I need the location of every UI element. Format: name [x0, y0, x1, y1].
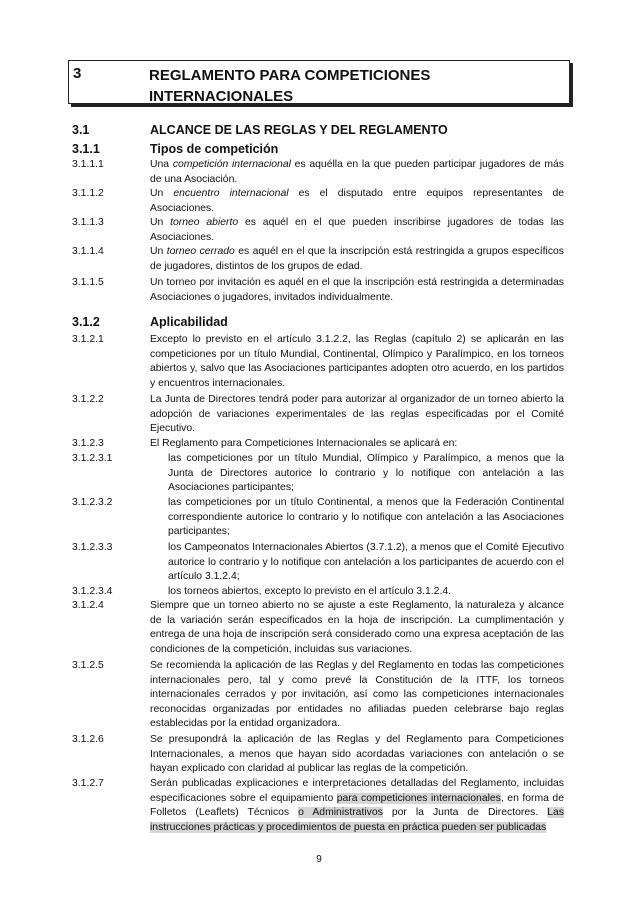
clause-3-1-2-3-2: [72, 496, 564, 540]
clause-text: Siempre que un torneo abierto no se ajuste a este Reglamento, la naturaleza y alcance de la variación serán especificados en la hoja de inscripción. La cumplimentación y entrega de una hoja de inscripción será considerado como una expresa aceptación de las condiciones de la competición, incluidas sus variaciones.: [150, 600, 564, 655]
highlighted-text: Las instrucciones prácticas y procedimientos de puesta en práctica pueden ser publicadas: [150, 807, 564, 833]
clause-text: La Junta de Directores tendrá poder para autorizar al organizador de un torneo abierto la adopción de variaciones experimentales de las reglas especificadas por el Comité Ejecutivo.: [150, 394, 564, 435]
clause-3-1-2-1: [72, 333, 564, 391]
clause-text: Se presupondrá la aplicación de las Reglas y del Reglamento para Competiciones Internacionales, a menos que hayan sido acordadas variaciones con antelación o se hayan explicado con claridad al publicar las reglas de la competición.: [150, 734, 564, 775]
clause-number: 3.1.1.3: [72, 217, 104, 228]
defined-term: torneo cerrado: [166, 246, 235, 257]
clause-number: 3.1.2.7: [72, 778, 104, 789]
chapter-heading-box: [68, 60, 570, 104]
clause-3-1-2-2: [72, 393, 564, 437]
clause-3-1-2-3-3: [72, 541, 564, 585]
clause-text: las competiciones por un título Continental, a menos que la Federación Continental correspondiente autorice lo contrario y lo notifique con antelación a las Asociaciones participantes;: [168, 497, 564, 538]
clause-3-1-2-5: [72, 659, 564, 732]
clause-3-1-2-4: [72, 599, 564, 657]
clause-3-1-2-3: [72, 437, 564, 452]
clause-text: Serán publicadas explicaciones e interpretaciones detalladas del Reglamento, incluidas especificaciones sobre el equipamiento para competiciones internacionales, en forma de Folletos (Leaflets) Técnicos o Administrativos por la Junta de Directores. Las instrucciones prácticas y procedimientos de puesta en práctica pueden ser publicadas: [150, 778, 564, 833]
highlighted-text: o Administrativos: [298, 807, 383, 819]
section-title: Tipos de competición: [150, 142, 279, 156]
section-number: 3.1: [72, 123, 90, 137]
section-3-1-2: [72, 314, 564, 330]
section-title: ALCANCE DE LAS REGLAS Y DEL REGLAMENTO: [150, 123, 448, 137]
clause-text: las competiciones por un título Mundial, Olímpico y Paralímpico, a menos que la Junta de Directores autorice lo contrario y lo notifique con antelación a las Asociaciones participantes;: [168, 453, 564, 494]
defined-term: torneo abierto: [170, 217, 239, 228]
section-number: 3.1.2: [72, 315, 100, 329]
clause-3-1-1-3: [72, 216, 564, 245]
section-3-1: [72, 122, 564, 138]
clause-text: los Campeonatos Internacionales Abiertos (3.7.1.2), a menos que el Comité Ejecutivo autorice lo contrario y lo notifique con antelación a los participantes de acuerdo con el artículo 3.1.2.4;: [168, 542, 564, 583]
clause-number: 3.1.2.2: [72, 394, 104, 405]
clause-3-1-2-6: [72, 733, 564, 777]
clause-number: 3.1.2.3.3: [72, 542, 113, 553]
clause-3-1-1-2: [72, 187, 564, 216]
clause-number: 3.1.2.4: [72, 600, 104, 611]
chapter-number: 3: [73, 65, 82, 82]
clause-text: El Reglamento para Competiciones Internacionales se aplicará en:: [150, 438, 458, 449]
defined-term: competición internacional: [172, 159, 291, 170]
section-3-1-1: [72, 141, 564, 157]
clause-3-1-1-4: [72, 245, 564, 274]
chapter-title-line1: REGLAMENTO PARA COMPETICIONES: [149, 67, 431, 84]
clause-text: Excepto lo previsto en el artículo 3.1.2.2, las Reglas (capítulo 2) se aplicarán en las competiciones por un título Mundial, Continental, Olímpico y Paralímpico, en los torneos abiertos y, salvo que las Asociaciones participantes adopten otro acuerdo, en los partidos y encuentros internacionales.: [150, 334, 564, 389]
defined-term: encuentro internacional: [173, 188, 289, 199]
clause-number: 3.1.2.3.1: [72, 453, 113, 464]
highlighted-text: para competiciones internacionales: [336, 792, 501, 804]
page-number: 9: [316, 854, 322, 865]
chapter-title-line2: INTERNACIONALES: [149, 88, 294, 105]
clause-number: 3.1.2.1: [72, 334, 104, 345]
section-number: 3.1.1: [72, 142, 100, 156]
clause-text: Un torneo cerrado es aquél en el que la inscripción está restringida a grupos específicos de jugadores, distintos de los grupos de edad.: [150, 246, 564, 272]
clause-text: Un encuentro internacional es el disputado entre equipos representantes de Asociaciones.: [150, 188, 564, 214]
clause-number: 3.1.1.5: [72, 277, 104, 288]
clause-3-1-2-7: [72, 777, 564, 835]
section-title: Aplicabilidad: [150, 315, 228, 329]
clause-number: 3.1.2.5: [72, 660, 104, 671]
clause-3-1-1-1: [72, 158, 564, 187]
clause-3-1-2-3-4: [72, 585, 564, 600]
clause-text: los torneos abiertos, excepto lo previsto en el artículo 3.1.2.4.: [168, 586, 452, 597]
clause-text: Una competición internacional es aquélla en la que pueden participar jugadores de más de una Asociación.: [150, 159, 565, 185]
clause-number: 3.1.2.3.4: [72, 586, 113, 597]
clause-text: Un torneo abierto es aquél en el que pueden inscribirse jugadores de todas las Asociaciones.: [150, 217, 564, 243]
clause-text: Se recomienda la aplicación de las Reglas y del Reglamento en todas las competiciones internacionales pero, tal y como prevé la Constitución de la ITTF, los torneos internacionales cerrados y por invitación, así como las competiciones internacionales reconocidas organizadas por entidades no afiliadas pueden celebrarse bajo reglas establecidas por la entidad organizadora.: [150, 660, 564, 730]
chapter-title: [149, 65, 549, 107]
clause-number: 3.1.2.6: [72, 734, 104, 745]
clause-number: 3.1.1.1: [72, 159, 104, 170]
clause-number: 3.1.1.4: [72, 246, 104, 257]
clause-text: Un torneo por invitación es aquél en el que la inscripción está restringida a determinadas Asociaciones o jugadores, invitados individualmente.: [150, 277, 564, 303]
clause-3-1-2-3-1: [72, 452, 564, 496]
clause-3-1-1-5: [72, 276, 564, 305]
clause-number: 3.1.1.2: [72, 188, 104, 199]
clause-number: 3.1.2.3.2: [72, 497, 113, 508]
clause-number: 3.1.2.3: [72, 438, 104, 449]
